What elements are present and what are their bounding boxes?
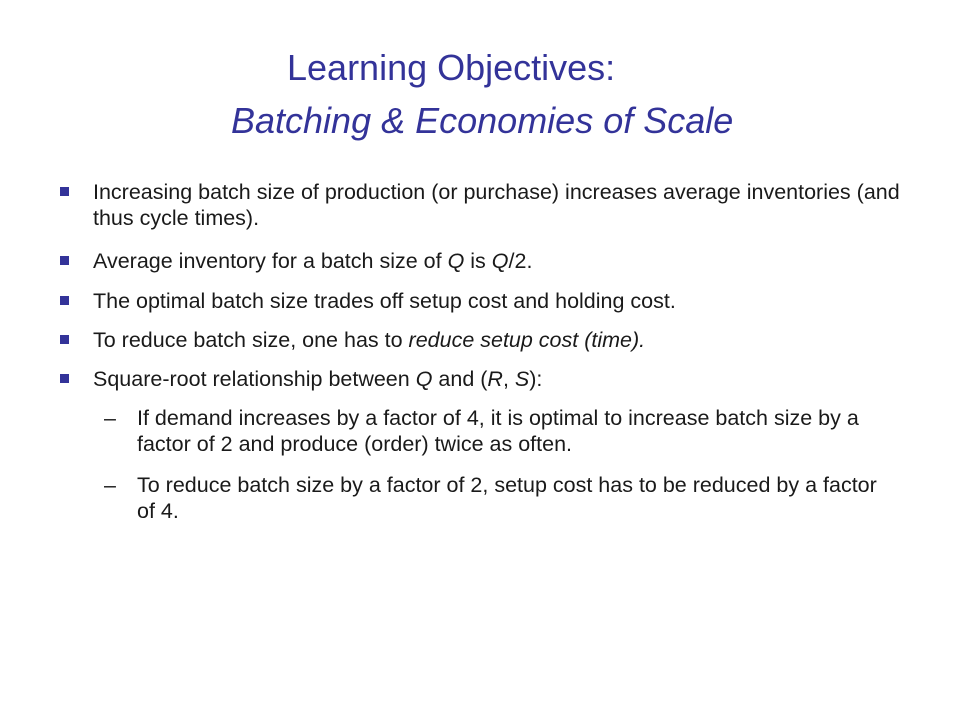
variable-q: Q (447, 249, 465, 273)
square-bullet-icon (60, 256, 69, 265)
sub-bullet-text: If demand increases by a factor of 4, it is optimal to increase batch size by a factor of 2 and produce (order) twice as often. (137, 406, 859, 456)
square-bullet-icon (60, 296, 69, 305)
text-run: ): (529, 367, 543, 391)
text-run: Square-root relationship between (93, 367, 416, 391)
text-run: , (502, 367, 515, 391)
bullet-text (93, 327, 923, 353)
dash-bullet-icon: – (104, 473, 116, 497)
text-run: and ( (432, 367, 488, 391)
sub-bullet-text: To reduce batch size by a factor of 2, setup cost has to be reduced by a factor of 4. (137, 473, 877, 523)
square-bullet-icon (60, 187, 69, 196)
slide-title: Learning Objectives: (287, 47, 616, 88)
variable-r: R (487, 367, 503, 391)
bullet-text: Increasing batch size of production (or purchase) increases average inventories (and thus cycle times). (93, 180, 900, 230)
dash-bullet-icon: – (104, 406, 116, 430)
text-run: is (464, 249, 492, 273)
bullet-text: The optimal batch size trades off setup cost and holding cost. (93, 289, 676, 313)
bullet-text (93, 366, 923, 392)
text-run: /2. (508, 249, 533, 273)
variable-s: S (514, 367, 530, 391)
text-run: Average inventory for a batch size of (93, 249, 448, 273)
bullet-text (93, 248, 923, 274)
variable-q: Q (491, 249, 509, 273)
variable-q: Q (415, 367, 433, 391)
slide-subtitle: Batching & Economies of Scale (231, 100, 734, 141)
square-bullet-icon (60, 335, 69, 344)
emphasis-text: reduce setup cost (time). (408, 328, 646, 352)
text-run: To reduce batch size, one has to (93, 328, 409, 352)
square-bullet-icon (60, 374, 69, 383)
